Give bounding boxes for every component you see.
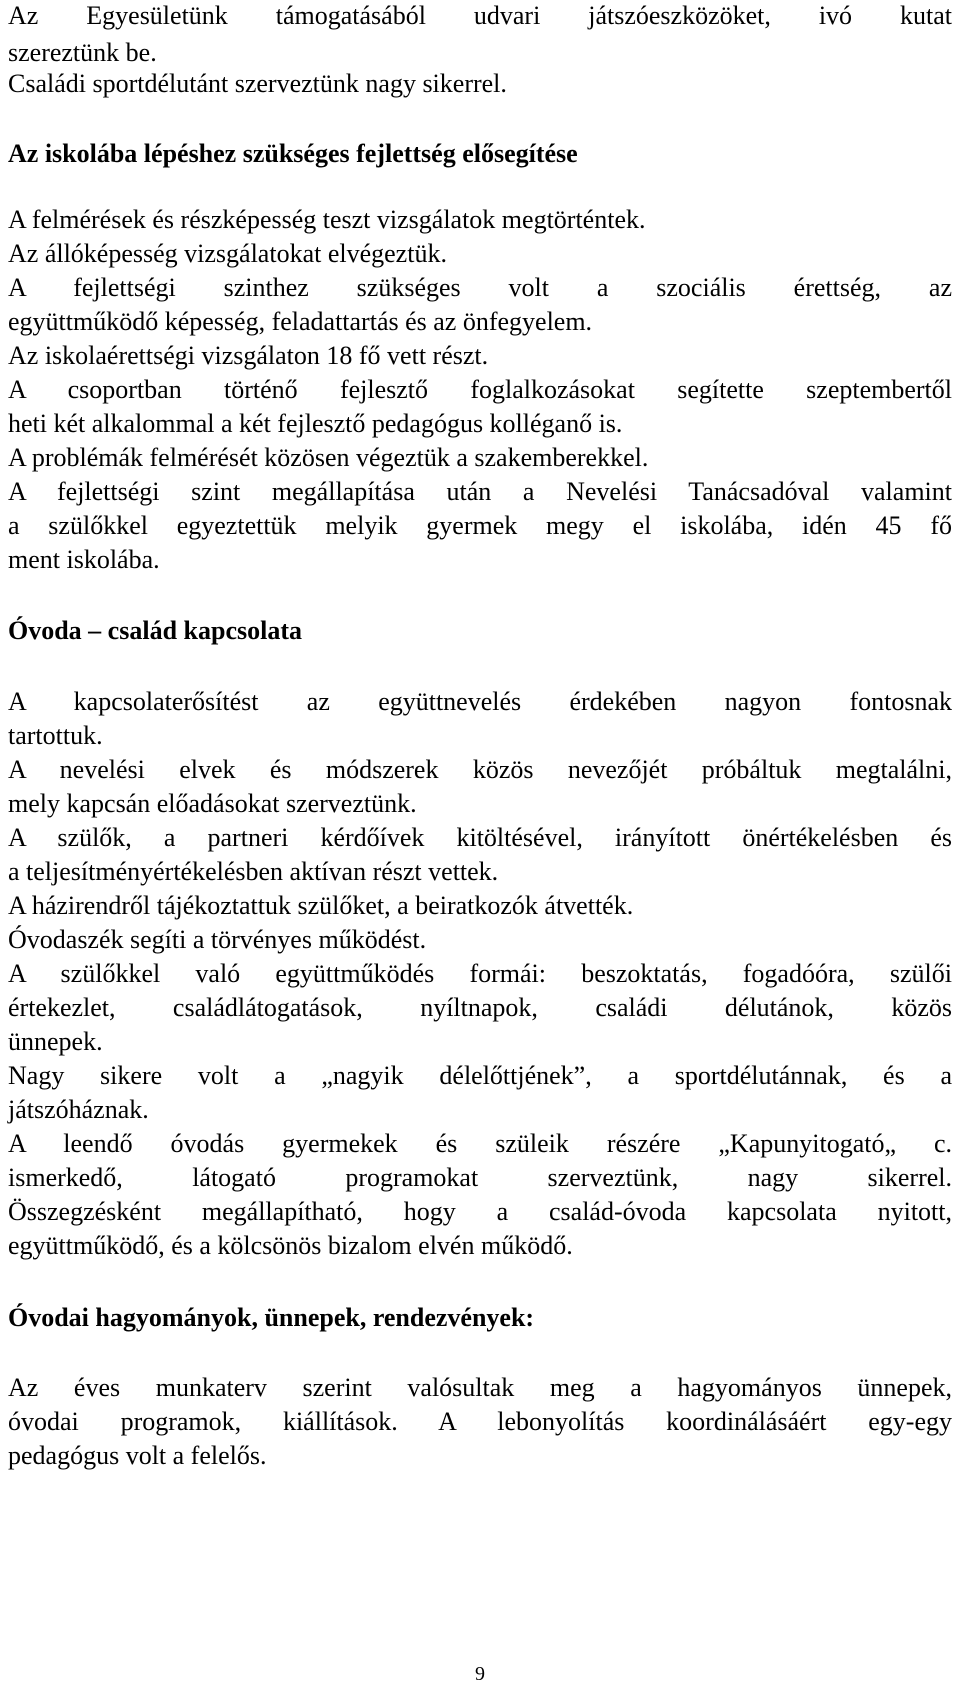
text-line: óvodai programok, kiállítások. A lebonyolítás koordinálásáért egy-egy: [8, 1407, 952, 1436]
text-line: A felmérések és részképesség teszt vizsgálatok megtörténtek.: [8, 205, 646, 234]
text-line: Az éves munkaterv szerint valósultak meg a hagyományos ünnepek,: [8, 1373, 952, 1402]
text-line: A problémák felmérését közösen végeztük a szakemberekkel.: [8, 443, 649, 472]
text-line: A szülőkkel való együttműködés formái: beszoktatás, fogadóóra, szülői: [8, 959, 952, 988]
text-line: Az Egyesületünk támogatásából udvari játszóeszközöket, ivó kutat: [8, 1, 952, 30]
text-line: értekezlet, családlátogatások, nyíltnapok, családi délutánok, közös: [8, 993, 952, 1022]
text-line: a teljesítményértékelésben aktívan részt vettek.: [8, 857, 499, 886]
text-line: Nagy sikere volt a „nagyik délelőttjének”, a sportdélutánnak, és a: [8, 1061, 952, 1090]
text-line: Összegzésként megállapítható, hogy a család-óvoda kapcsolata nyitott,: [8, 1197, 952, 1226]
section-heading: Óvodai hagyományok, ünnepek, rendezvények:: [8, 1303, 535, 1332]
text-line: Az állóképesség vizsgálatokat elvégeztük.: [8, 239, 447, 268]
text-line: ismerkedő, látogató programokat szerveztünk, nagy sikerrel.: [8, 1163, 952, 1192]
text-line: A kapcsolaterősítést az együttnevelés érdekében nagyon fontosnak: [8, 687, 952, 716]
text-line: játszóháznak.: [8, 1095, 149, 1124]
text-line: ünnepek.: [8, 1027, 103, 1056]
text-line: Az iskolaérettségi vizsgálaton 18 fő vett részt.: [8, 341, 489, 370]
text-line: A szülők, a partneri kérdőívek kitöltésével, irányított önértékelésben és: [8, 823, 952, 852]
text-line: szereztünk be.: [8, 38, 157, 67]
text-line: A nevelési elvek és módszerek közös nevezőjét próbáltuk megtalálni,: [8, 755, 952, 784]
text-line: A csoportban történő fejlesztő foglalkozásokat segítette szeptembertől: [8, 375, 952, 404]
page-number: 9: [475, 1663, 485, 1685]
text-line: a szülőkkel egyeztettük melyik gyermek megy el iskolába, idén 45 fő: [8, 511, 952, 540]
text-line: A fejlettségi szint megállapítása után a Nevelési Tanácsadóval valamint: [8, 477, 952, 506]
section-heading: Az iskolába lépéshez szükséges fejlettség elősegítése: [8, 139, 578, 168]
text-line: tartottuk.: [8, 721, 103, 750]
text-line: pedagógus volt a felelős.: [8, 1441, 267, 1470]
text-line: A fejlettségi szinthez szükséges volt a szociális érettség, az: [8, 273, 952, 302]
section-heading: Óvoda – család kapcsolata: [8, 616, 302, 645]
text-line: Óvodaszék segíti a törvényes működést.: [8, 925, 427, 954]
text-line: együttműködő képesség, feladattartás és az önfegyelem.: [8, 307, 593, 336]
text-line: A leendő óvodás gyermekek és szüleik részére „Kapunyitogató„ c.: [8, 1129, 952, 1158]
text-line: heti két alkalommal a két fejlesztő pedagógus kolléganő is.: [8, 409, 623, 438]
text-line: Családi sportdélutánt szerveztünk nagy sikerrel.: [8, 69, 507, 98]
text-line: A házirendről tájékoztattuk szülőket, a beiratkozók átvették.: [8, 891, 634, 920]
text-line: ment iskolába.: [8, 545, 160, 574]
text-line: mely kapcsán előadásokat szerveztünk.: [8, 789, 417, 818]
text-line: együttműködő, és a kölcsönös bizalom elvén működő.: [8, 1231, 573, 1260]
